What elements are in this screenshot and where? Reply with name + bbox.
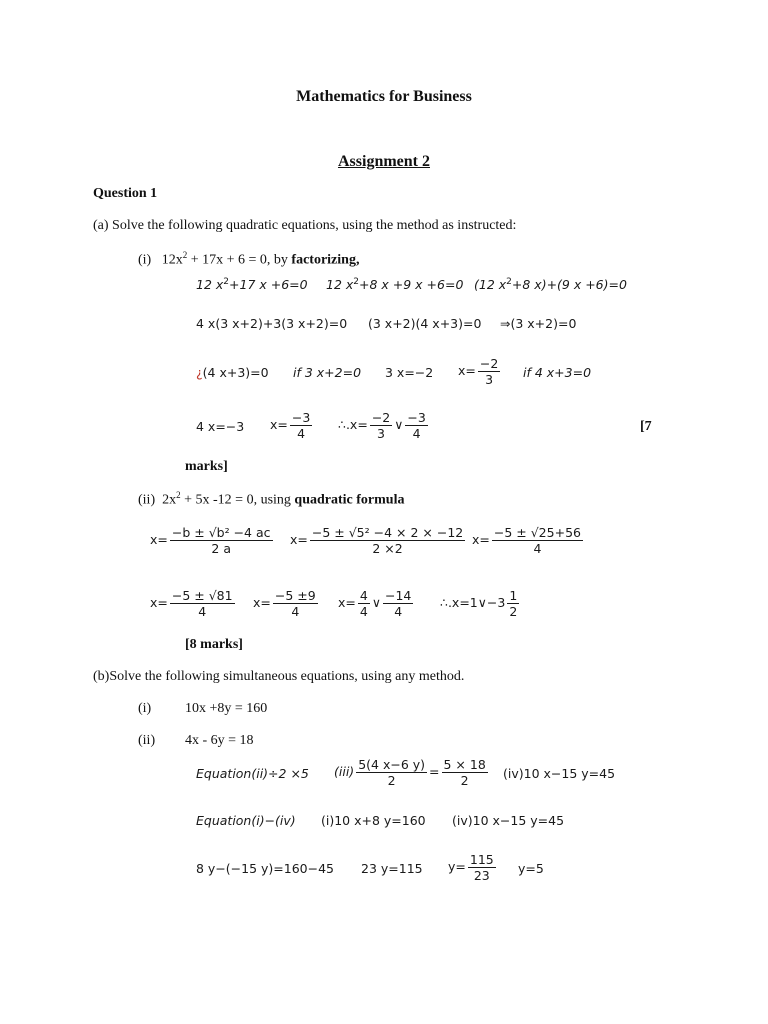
a-ii-marks: [8 marks] xyxy=(185,637,243,652)
a-i-row4-a: 4 x=−3 xyxy=(196,419,245,434)
b-r3-c: y= $\frac{115}{23}$ xyxy=(448,852,494,883)
b-r1-b: (iii) $\frac{5(4 x-6 y)}{2}$ = $\frac{5 \times 18}{2}$ xyxy=(334,757,486,788)
assignment-heading: Assignment 2 xyxy=(337,153,430,170)
b-r2-a: Equation(i)−(iv) xyxy=(196,813,296,828)
question-heading: Question 1 xyxy=(93,186,158,201)
a-i-row1-a: 12 $x^2+17$ x +6=0 xyxy=(196,277,308,293)
a-i-row2-b: (3 x+2)(4 x+3)=0 xyxy=(368,316,482,331)
a-i-eq: 12x xyxy=(161,252,183,268)
a-i-row4-b: x= $\frac{-3}{4}$ xyxy=(270,410,311,441)
a-ii-g2: x= $\frac{-5 \pm 9}{4}$ xyxy=(253,588,316,619)
b-r3-a: 8 y−(−15 y)=160−45 xyxy=(196,861,335,876)
a-ii-f3: x= $\frac{-5 \pm √25+56}{4}$ xyxy=(472,525,581,556)
a-i-row1-b: 12 $x^2+8$ x +9 x +6=0 xyxy=(326,277,464,293)
a-ii-f2: x= $\frac{\text{−5 ± √5² −4 × 2 × −12}}{2 \times 2}$ xyxy=(290,525,464,556)
a-i-row3-c: 3 x=−2 xyxy=(385,365,434,380)
a-ii-g4: ∴.x=1∨−3 $\frac{1}{2}$ xyxy=(440,588,518,619)
document-title: Mathematics for Business xyxy=(296,88,472,105)
a-i-row2-a: 4 x(3 x+2)+3(3 x+2)=0 xyxy=(196,316,348,331)
a-i-eq-rest: + 17x + 6 = 0, by xyxy=(187,252,292,268)
a-ii-statement: (ii) $2x^2 + 5x$ -12 = 0, using quadratic formula xyxy=(138,490,405,508)
a-ii-g1: x= $\frac{-5 \pm √81}{4}$ xyxy=(150,588,233,619)
a-ii-method: quadratic formula xyxy=(294,492,405,508)
a-i-row3-a: ¿(4 x+3)=0 xyxy=(196,365,269,380)
a-i-row1-c: (12 $x^2+8$ x)+(9 x +6)=0 xyxy=(474,277,627,293)
a-i-row3-b: if 3 x+2=0 xyxy=(293,365,362,380)
a-i-statement: (i) $12x^2 + 17x + 6 = 0$, by factorizing, xyxy=(138,250,360,268)
a-i-marks-cont: marks] xyxy=(185,459,228,474)
b-r3-d: y=5 xyxy=(518,861,544,876)
a-i-marks: [7 xyxy=(640,419,652,434)
b-r3-b: 23 y=115 xyxy=(361,861,423,876)
part-b-instruction: (b)Solve the following simultaneous equations, using any method. xyxy=(93,669,465,684)
a-i-row3-d: x= $\frac{-2}{3}$ xyxy=(458,356,499,387)
a-i-row2-c: ⇒(3 x+2)=0 xyxy=(500,316,577,331)
a-ii-g3: x= $\frac{4}{4}$ ∨ $\frac{-14}{4}$ xyxy=(338,588,412,619)
a-ii-label: (ii) xyxy=(138,492,156,508)
b-r1-a: Equation(ii)÷2 ×5 xyxy=(196,766,309,781)
b-i-label: (i) xyxy=(138,701,152,716)
b-ii-eq: 4x - 6y = 18 xyxy=(185,733,254,748)
a-ii-f1: x= $\frac{\text{−b ± √b² −4 ac}}{2 a}$ xyxy=(150,525,271,556)
b-i-eq: 10x +8y = 160 xyxy=(185,701,268,716)
b-r2-c: (iv)10 x−15 y=45 xyxy=(452,813,565,828)
a-i-row3-e: if 4 x+3=0 xyxy=(523,365,592,380)
a-i-row4-c: ∴.x= $\frac{-2}{3}$ ∨ $\frac{-3}{4}$ xyxy=(338,410,426,441)
b-ii-label: (ii) xyxy=(138,733,156,748)
b-r2-b: (i)10 x+8 y=160 xyxy=(321,813,426,828)
b-r1-c: (iv)10 x−15 y=45 xyxy=(503,766,616,781)
a-i-method: factorizing, xyxy=(291,252,360,268)
a-i-label: (i) xyxy=(138,252,152,268)
part-a-instruction: (a) Solve the following quadratic equations, using the method as instructed: xyxy=(93,218,517,233)
